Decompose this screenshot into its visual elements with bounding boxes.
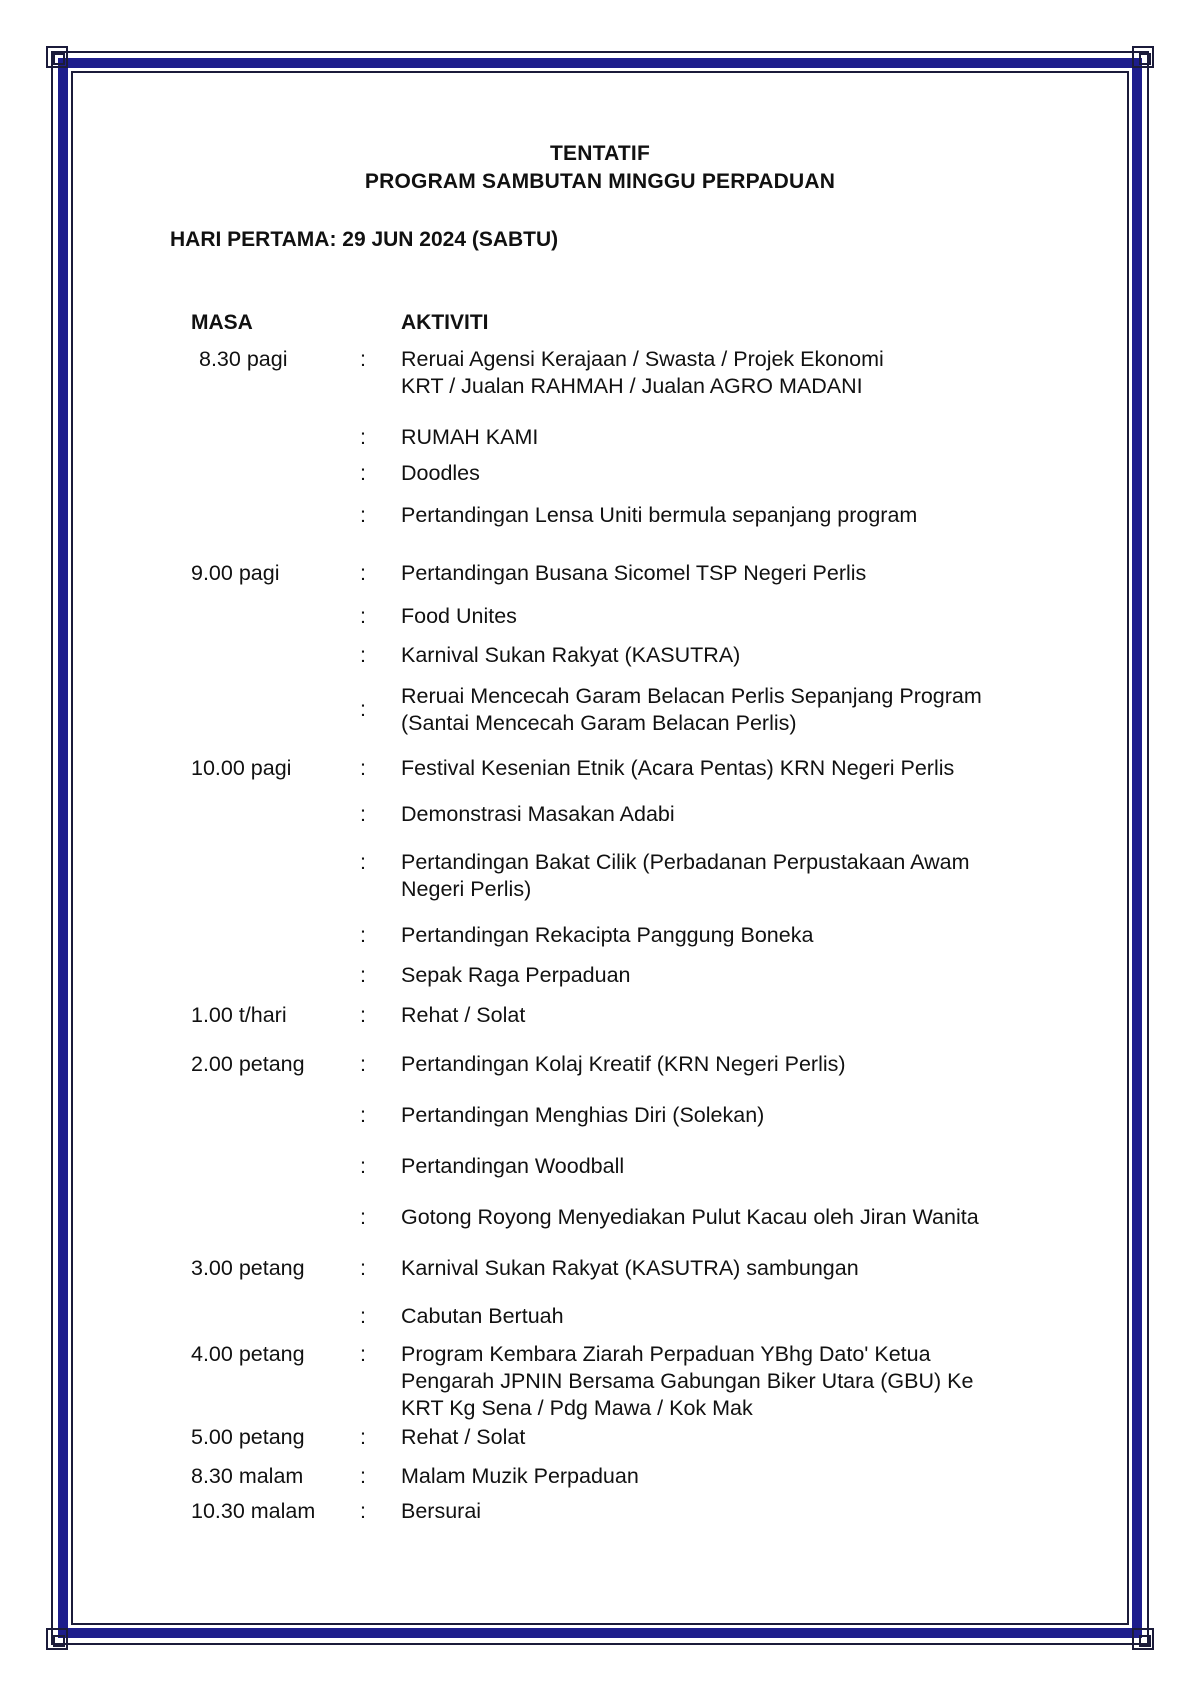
schedule-activity: Gotong Royong Menyediakan Pulut Kacau oleh Jiran Wanita <box>401 1205 979 1229</box>
schedule-activity: Pertandingan Menghias Diri (Solekan) <box>401 1103 765 1127</box>
schedule-activity: Malam Muzik Perpaduan <box>401 1464 639 1488</box>
schedule-separator: : <box>360 1205 366 1229</box>
schedule-time: 9.00 pagi <box>191 561 280 585</box>
schedule-activity: RUMAH KAMI <box>401 425 539 449</box>
schedule-activity: Rehat / Solat <box>401 1425 526 1449</box>
schedule-activity: Pertandingan Busana Sicomel TSP Negeri Perlis <box>401 561 867 585</box>
schedule-activity: Cabutan Bertuah <box>401 1304 564 1328</box>
schedule-activity: Demonstrasi Masakan Adabi <box>401 802 675 826</box>
schedule-separator: : <box>360 697 366 721</box>
schedule-separator: : <box>360 425 366 449</box>
schedule-separator: : <box>360 503 366 527</box>
schedule-separator: : <box>360 1052 366 1076</box>
schedule-separator: : <box>360 1425 366 1449</box>
day-heading: HARI PERTAMA: 29 JUN 2024 (SABTU) <box>170 228 559 251</box>
schedule-separator: : <box>360 1499 366 1523</box>
schedule-separator: : <box>360 643 366 667</box>
schedule-activity: Bersurai <box>401 1499 482 1523</box>
schedule-activity: Festival Kesenian Etnik (Acara Pentas) KRN Negeri Perlis <box>401 756 955 780</box>
schedule-separator: : <box>360 1342 366 1366</box>
schedule-time: 8.30 pagi <box>199 347 288 371</box>
corner-ornament-top-left <box>46 46 68 68</box>
schedule-separator: : <box>360 1304 366 1328</box>
document-title: TENTATIF <box>550 142 650 165</box>
schedule-activity: Reruai Mencecah Garam Belacan Perlis Sepanjang Program (Santai Mencecah Garam Belacan Perlis) <box>401 684 982 735</box>
schedule-separator: : <box>360 347 366 371</box>
schedule-activity: Pertandingan Rekacipta Panggung Boneka <box>401 923 814 947</box>
schedule-time: 3.00 petang <box>191 1256 305 1280</box>
schedule-time: 2.00 petang <box>191 1052 305 1076</box>
schedule-activity: Doodles <box>401 461 480 485</box>
schedule-separator: : <box>360 756 366 780</box>
column-header-activity: AKTIVITI <box>401 311 489 334</box>
corner-ornament-bottom-right <box>1132 1628 1154 1650</box>
schedule-separator: : <box>360 561 366 585</box>
schedule-activity: Sepak Raga Perpaduan <box>401 963 631 987</box>
schedule-activity: Pertandingan Lensa Uniti bermula sepanjang program <box>401 503 918 527</box>
schedule-time: 10.00 pagi <box>191 756 292 780</box>
schedule-activity: Pertandingan Bakat Cilik (Perbadanan Perpustakaan Awam Negeri Perlis) <box>401 850 970 901</box>
schedule-activity: Pertandingan Woodball <box>401 1154 625 1178</box>
schedule-activity: Karnival Sukan Rakyat (KASUTRA) sambungan <box>401 1256 859 1280</box>
column-header-time: MASA <box>191 311 253 334</box>
schedule-separator: : <box>360 604 366 628</box>
corner-ornament-bottom-left <box>46 1628 68 1650</box>
schedule-activity: Reruai Agensi Kerajaan / Swasta / Projek Ekonomi KRT / Jualan RAHMAH / Jualan AGRO MADANI <box>401 347 884 398</box>
schedule-time: 5.00 petang <box>191 1425 305 1449</box>
document-subtitle: PROGRAM SAMBUTAN MINGGU PERPADUAN <box>364 170 836 193</box>
schedule-separator: : <box>360 1154 366 1178</box>
schedule-time: 1.00 t/hari <box>191 1003 287 1027</box>
schedule-time: 4.00 petang <box>191 1342 305 1366</box>
schedule-separator: : <box>360 923 366 947</box>
schedule-activity: Pertandingan Kolaj Kreatif (KRN Negeri Perlis) <box>401 1052 846 1076</box>
schedule-time: 10.30 malam <box>191 1499 316 1523</box>
schedule-activity: Rehat / Solat <box>401 1003 526 1027</box>
schedule-separator: : <box>360 1464 366 1488</box>
schedule-separator: : <box>360 802 366 826</box>
schedule-separator: : <box>360 1256 366 1280</box>
schedule-separator: : <box>360 850 366 874</box>
schedule-separator: : <box>360 1003 366 1027</box>
schedule-separator: : <box>360 963 366 987</box>
schedule-activity: Program Kembara Ziarah Perpaduan YBhg Dato' Ketua Pengarah JPNIN Bersama Gabungan Biker Utara (GBU) Ke KRT Kg Sena / Pdg Mawa / Kok Mak <box>401 1342 974 1420</box>
corner-ornament-top-right <box>1132 46 1154 68</box>
schedule-time: 8.30 malam <box>191 1464 304 1488</box>
schedule-separator: : <box>360 461 366 485</box>
schedule-activity: Karnival Sukan Rakyat (KASUTRA) <box>401 643 741 667</box>
schedule-separator: : <box>360 1103 366 1127</box>
schedule-activity: Food Unites <box>401 604 517 628</box>
